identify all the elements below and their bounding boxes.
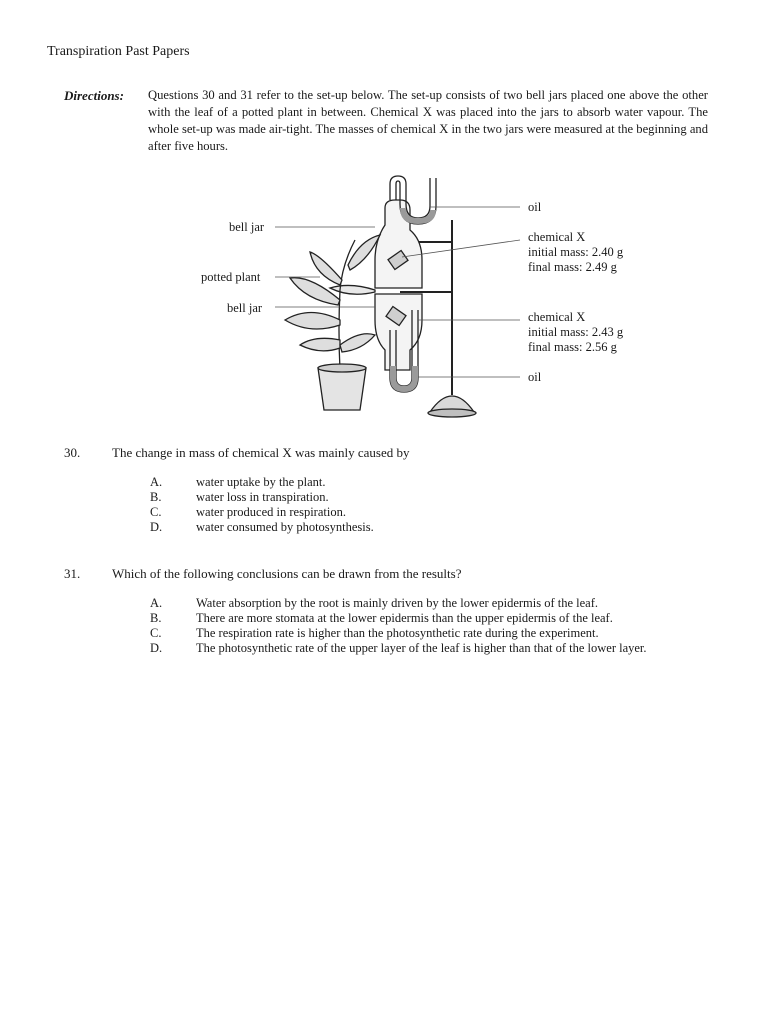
option-text: water uptake by the plant. bbox=[196, 475, 326, 489]
label-oil-bottom: oil bbox=[528, 370, 542, 384]
question-30-option-a bbox=[150, 475, 325, 490]
option-text: water consumed by photosynthesis. bbox=[196, 520, 374, 534]
question-30-option-d bbox=[150, 520, 374, 535]
label-bell-jar-top: bell jar bbox=[229, 220, 265, 234]
question-31-option-b bbox=[150, 611, 613, 626]
option-text: water produced in respiration. bbox=[196, 505, 346, 519]
question-31-option-c bbox=[150, 626, 599, 641]
question-30-option-b bbox=[150, 490, 329, 505]
option-letter: B. bbox=[150, 611, 162, 625]
label-oil-top: oil bbox=[528, 200, 542, 214]
directions-text: Questions 30 and 31 refer to the set-up below. The set-up consists of two bell jars placed one above the other with the leaf of a potted plant in between. Chemical X was placed into the jars to absorb water vapour. The whole set-up was made air-tight. The masses of chemical X in the two jars were measured at the beginning and after five hours. bbox=[148, 88, 708, 153]
directions-label: Directions: bbox=[64, 88, 124, 103]
option-letter: D. bbox=[150, 641, 163, 655]
option-letter: C. bbox=[150, 505, 162, 519]
label-final-mass-bottom: final mass: 2.56 g bbox=[528, 340, 617, 354]
option-text: water loss in transpiration. bbox=[196, 490, 329, 504]
option-letter: A. bbox=[150, 596, 163, 610]
question-30-text: The change in mass of chemical X was mainly caused by bbox=[112, 445, 410, 460]
option-letter: B. bbox=[150, 490, 162, 504]
question-31-option-d bbox=[150, 641, 647, 656]
option-text: The respiration rate is higher than the photosynthetic rate during the experiment. bbox=[196, 626, 599, 640]
page-title: Transpiration Past Papers bbox=[47, 44, 190, 59]
option-letter: D. bbox=[150, 520, 163, 534]
option-text: The photosynthetic rate of the upper layer of the leaf is higher than that of the lower layer. bbox=[196, 641, 647, 655]
question-30-number: 30. bbox=[64, 445, 81, 460]
label-final-mass-top: final mass: 2.49 g bbox=[528, 260, 617, 274]
option-text: There are more stomata at the lower epidermis than the upper epidermis of the leaf. bbox=[196, 611, 613, 625]
experiment-diagram bbox=[190, 170, 650, 430]
label-initial-mass-top: initial mass: 2.40 g bbox=[528, 245, 624, 259]
label-potted-plant: potted plant bbox=[201, 270, 261, 284]
option-letter: C. bbox=[150, 626, 162, 640]
question-31-text: Which of the following conclusions can be drawn from the results? bbox=[112, 566, 462, 581]
question-31-number: 31. bbox=[64, 566, 81, 581]
question-30-option-c bbox=[150, 505, 346, 520]
option-letter: A. bbox=[150, 475, 163, 489]
label-chemical-x-bottom: chemical X bbox=[528, 310, 586, 324]
label-bell-jar-bottom: bell jar bbox=[227, 301, 263, 315]
label-chemical-x-top: chemical X bbox=[528, 230, 586, 244]
label-initial-mass-bottom: initial mass: 2.43 g bbox=[528, 325, 624, 339]
option-text: Water absorption by the root is mainly driven by the lower epidermis of the leaf. bbox=[196, 596, 599, 610]
question-31-option-a bbox=[150, 596, 598, 611]
